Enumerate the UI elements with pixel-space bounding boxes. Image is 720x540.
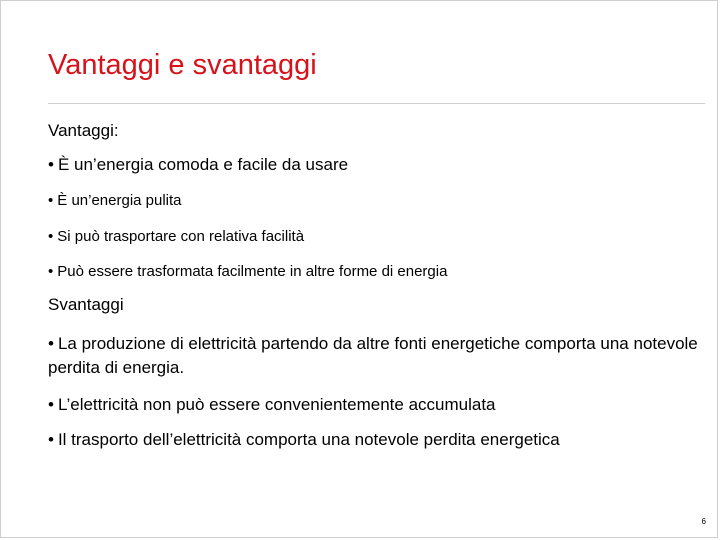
bullet: • [48,263,54,280]
bullet: • [48,228,54,245]
disadvantage-item [48,332,708,380]
slide-title: Vantaggi e svantaggi [48,49,317,81]
advantages-heading: Vantaggi: [48,121,119,140]
bullet: • [48,430,54,449]
advantage-text: Si può trasportare con relativa facilità [57,228,305,245]
bullet: • [48,334,54,353]
disadvantage-text: La produzione di elettricità partendo da altre fonti energetiche comporta una notevole perdita di energia. [48,334,698,377]
advantage-text: È un’energia pulita [57,192,182,209]
disadvantage-text: L’elettricità non può essere convenientemente accumulata [57,395,496,414]
advantage-text: È un’energia comoda e facile da usare [57,155,349,174]
advantage-item [48,155,348,175]
page-number: 6 [701,517,706,526]
advantage-text: Può essere trasformata facilmente in altre forme di energia [57,263,448,280]
disadvantages-heading: Svantaggi [48,295,124,314]
disadvantage-item [48,430,560,450]
title-divider [48,103,705,104]
bullet: • [48,155,54,174]
advantage-item [48,263,447,280]
disadvantage-item [48,395,496,415]
advantage-item [48,192,182,209]
disadvantage-text: Il trasporto dell’elettricità comporta una notevole perdita energetica [57,430,560,449]
bullet: • [48,395,54,414]
bullet: • [48,192,54,209]
advantage-item [48,228,304,245]
